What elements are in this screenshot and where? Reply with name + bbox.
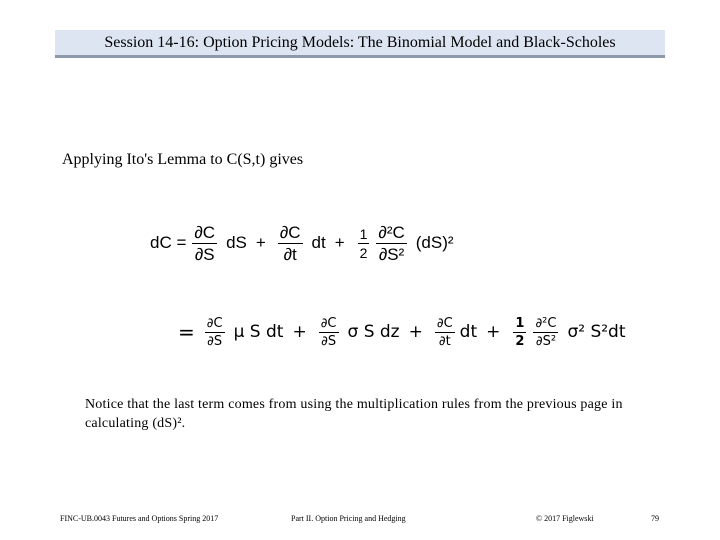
eq2-plus-2: + (408, 322, 423, 342)
eq1-frac3-numerator: ∂²C (378, 222, 405, 242)
footer-course: FINC-UB.0043 Futures and Options Spring 2017 (60, 514, 219, 523)
eq2-plus-3: + (486, 322, 501, 342)
eq1-fraction-d2C-dS2 (376, 224, 406, 263)
header-bar (55, 30, 665, 58)
footer-page-number: 79 (651, 514, 659, 523)
eq2-term-mu-S-dt: μ S dt (233, 322, 284, 342)
eq1-half-numerator: 1 (359, 225, 368, 242)
eq1-frac3-denominator: ∂S² (378, 244, 405, 264)
eq1-frac2-denominator: ∂t (283, 244, 297, 264)
note-text: Notice that the last term comes from using the multiplication rules from the previous page in calculating (dS)². (85, 397, 623, 431)
eq2-frac4-numerator: ∂²C (535, 315, 557, 331)
eq1-one-half (358, 227, 370, 260)
eq2-term-dt: dt (459, 322, 478, 342)
eq2-frac4-denominator: ∂S² (535, 333, 557, 349)
eq1-plus-1: + (255, 233, 266, 252)
eq1-half-denominator: 2 (359, 244, 368, 261)
eq2-fraction-d2C-dS2 (533, 317, 558, 348)
eq2-plus-1: + (292, 322, 307, 342)
eq2-half-numerator: 1 (515, 315, 525, 331)
eq1-frac2-numerator: ∂C (279, 222, 301, 242)
eq1-frac1-denominator: ∂S (194, 244, 215, 264)
eq2-equals: = (178, 320, 195, 344)
eq2-frac1-denominator: ∂S (207, 333, 223, 349)
eq1-fraction-dC-dt (278, 224, 303, 263)
eq1-plus-2: + (334, 233, 345, 252)
eq2-frac3-numerator: ∂C (436, 315, 453, 331)
eq1-fraction-dC-dS (192, 224, 217, 263)
eq2-one-half (513, 317, 526, 348)
eq2-fraction-dC-dS-a (205, 317, 225, 348)
eq2-fraction-dC-dt (435, 317, 455, 348)
eq2-frac3-denominator: ∂t (438, 333, 451, 349)
eq1-term-dS-squared: (dS)² (415, 233, 454, 252)
eq2-frac1-numerator: ∂C (206, 315, 223, 331)
ito-equation-1 (150, 215, 454, 271)
eq2-half-denominator: 2 (515, 333, 525, 349)
slide-title: Session 14-16: Option Pricing Models: The Binomial Model and Black-Scholes (104, 34, 616, 51)
eq1-term-dt: dt (311, 233, 326, 252)
eq1-term-dS: dS (226, 233, 247, 252)
eq2-frac2-numerator: ∂C (320, 315, 337, 331)
eq2-fraction-dC-dS-b (319, 317, 339, 348)
intro-text: Applying Ito's Lemma to C(S,t) gives (62, 151, 304, 168)
ito-equation-2 (178, 304, 626, 360)
footer-copyright: © 2017 Figlewski (536, 514, 594, 523)
eq2-term-sigma2-S2-dt: σ² S²dt (567, 322, 626, 342)
eq2-frac2-denominator: ∂S (321, 333, 337, 349)
eq1-frac1-numerator: ∂C (194, 222, 216, 242)
footer-part: Part II. Option Pricing and Hedging (291, 514, 406, 523)
eq2-term-sigma-S-dz: σ S dz (347, 322, 400, 342)
eq1-lhs: dC = (150, 233, 187, 252)
